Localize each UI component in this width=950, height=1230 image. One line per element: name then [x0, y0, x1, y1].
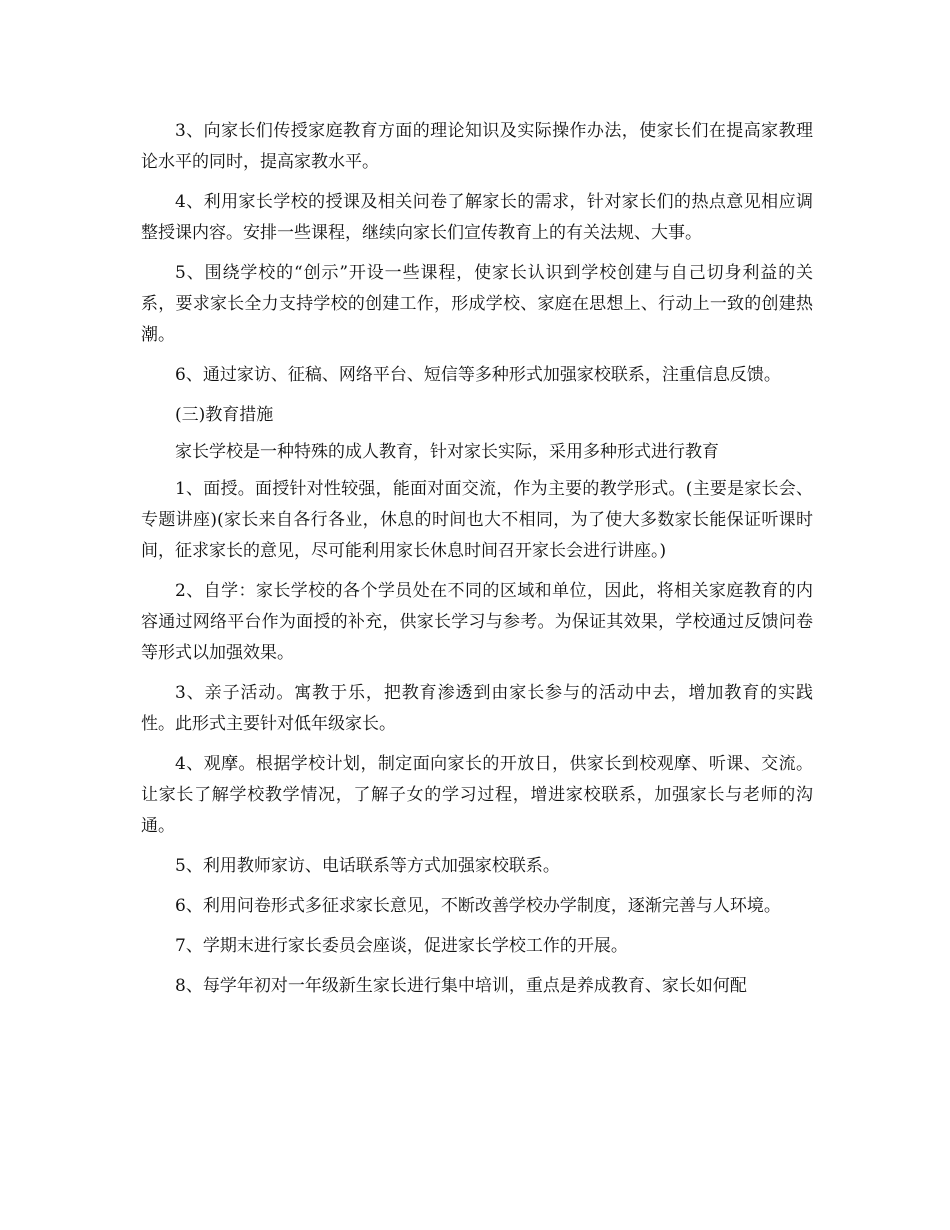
paragraph-item-3: 3、向家长们传授家庭教育方面的理论知识及实际操作办法，使家长们在提高家教理论水平的同时，提高家教水平。: [141, 121, 813, 172]
measure-item-6: 6、利用问卷形式多征求家长意见，不断改善学校办学制度，逐渐完善与人环境。: [175, 896, 781, 916]
measure-item-1: 1、面授。面授针对性较强，能面对面交流，作为主要的教学形式。(主要是家长会、专题讲座)(家长来自各行各业，休息的时间也大不相同，为了使大多数家长能保证听课时间，征求家长的意见，尽可能利用家长休息时间召开家长会进行讲座。): [141, 479, 813, 561]
measure-item-8: 8、每学年初对一年级新生家长进行集中培训，重点是养成教育、家长如何配: [175, 976, 747, 996]
measure-item-4: 4、观摩。根据学校计划，制定面向家长的开放日，供家长到校观摩、听课、交流。让家长了解学校教学情况，了解子女的学习过程，增进家校联系，加强家长与老师的沟通。: [141, 754, 813, 836]
measure-item-3: 3、亲子活动。寓教于乐，把教育渗透到由家长参与的活动中去，增加教育的实践性。此形式主要针对低年级家长。: [141, 683, 813, 734]
section-intro: 家长学校是一种特殊的成人教育，针对家长实际，采用多种形式进行教育: [175, 442, 719, 462]
paragraph-item-5: 5、围绕学校的“创示”开设一些课程，使家长认识到学校创建与自己切身利益的关系，要求家长全力支持学校的创建工作，形成学校、家庭在思想上、行动上一致的创建热潮。: [141, 263, 813, 345]
measure-item-7: 7、学期末进行家长委员会座谈，促进家长学校工作的开展。: [175, 936, 628, 956]
document-body: [141, 116, 813, 1011]
paragraph-item-4: 4、利用家长学校的授课及相关问卷了解家长的需求，针对家长们的热点意见相应调整授课内容。安排一些课程，继续向家长们宣传教育上的有关法规、大事。: [141, 192, 813, 243]
measure-item-2: 2、自学：家长学校的各个学员处在不同的区域和单位，因此，将相关家庭教育的内容通过网络平台作为面授的补充，供家长学习与参考。为保证其效果，学校通过反馈问卷等形式以加强效果。: [141, 581, 813, 663]
measure-item-5: 5、利用教师家访、电话联系等方式加强家校联系。: [175, 856, 560, 876]
section-heading-education-measures: (三)教育措施: [175, 405, 274, 425]
paragraph-item-6: 6、通过家访、征稿、网络平台、短信等多种形式加强家校联系，注重信息反馈。: [175, 365, 781, 385]
